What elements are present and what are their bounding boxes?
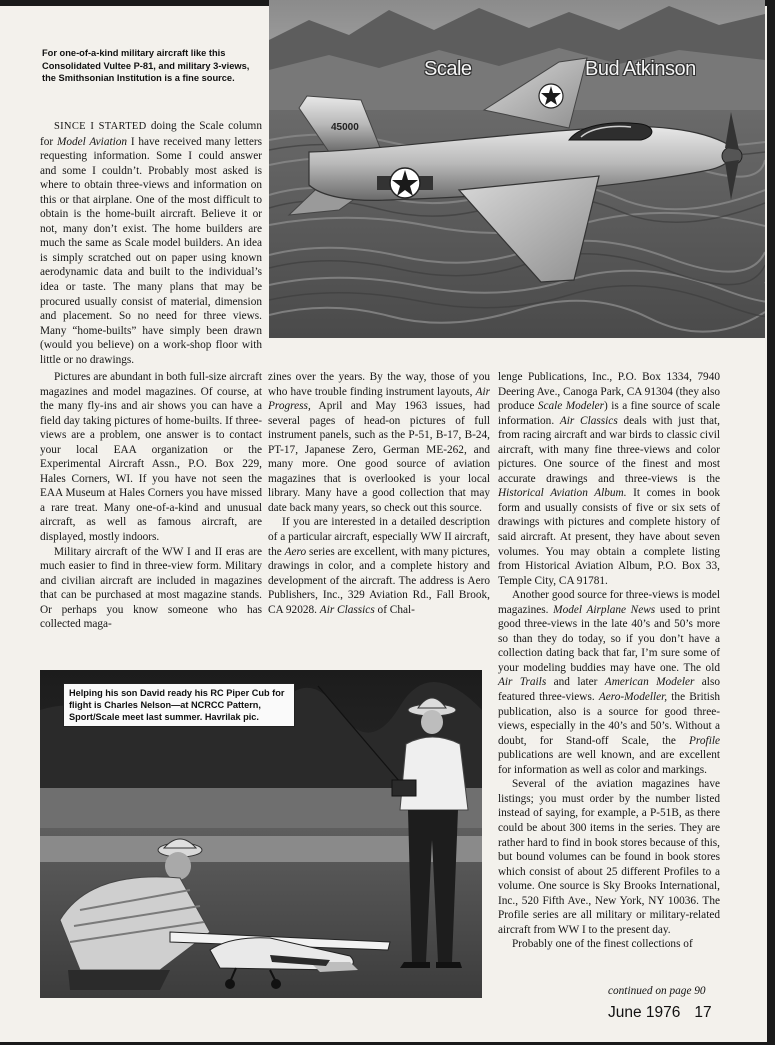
continued-notice: continued on page 90 (608, 985, 706, 997)
paragraph-intro (40, 119, 262, 367)
series-title: Profile (689, 734, 720, 747)
text-run: April and May 1963 issues, had several pages of head-on pictures of full instrument panels, such as the P-51, B-17, B-24, PT-17, Japanese Zero, German ME-262, and many more. One good source of aviation magazines that is overlooked is your local library. Many have a good collection that may date back many years, so check out this source. (268, 400, 490, 514)
text-run: and later (546, 676, 605, 689)
magazine-title: Air Classics (559, 414, 618, 427)
bottom-photo-caption: Helping his son David ready his RC Piper Cub for flight is Charles Nelson—at NCRCC Pattern, Sport/Scale meet last summer. Havrilak pic. (63, 683, 295, 727)
paragraph-listings: Several of the aviation magazines have listings; you must order by the number listed instead of saying, for example, a P-51B, as there could be about 300 items in the series. They are rather hard to find in book stores because of this, but bound volumes can be found in book stores which consist of about 25 different Profiles to a volume. One source is Sky Brooks International, Inc., 520 Fifth Ave., New York, NY 10036. The Profile series are all military or military-related aircraft from WW I to the present day. (498, 778, 720, 936)
magazine-title: Air Classics (319, 603, 375, 616)
text-run: used to print good three-views in the late 40’s and 50’s more so than they do today, so if you don’t have a collection dating back that far, I’m sure some of your modeling buddies may have one. The old (498, 603, 720, 674)
text-run: of Chal- (374, 603, 415, 616)
author-name: Bud Atkinson (585, 58, 696, 80)
page-number: 17 (694, 1004, 712, 1021)
page-border-right (767, 0, 775, 1045)
tail-number: 45000 (331, 122, 359, 133)
text-run: I have received many letters requesting information. Some I could answer and some I couldn’t. Probably most asked is where to obtain three-views and information on this or that airplane. One of the most difficult to obtain is the home-built aircraft. Believe it or not, many don’t exist. The home builders are much the same as Scale model builders. An idea is simply scratched out on paper using known aerodynamic data and built to the individual’s idea or taste. The many plans that may be procured usually consist of material, dimension and placement. So no need for three views. Many “home-builts” have simply been drawn (would you believe) on a work-shop floor with little or no drawings. (40, 135, 262, 366)
text-run: publications are well known, and are excellent for information as well as color and markings. (498, 749, 720, 776)
magazine-title: Scale Modeler (537, 400, 605, 413)
department-title: Scale (424, 58, 472, 80)
paragraph-model-magazines (498, 588, 720, 777)
text-run: series are excellent, with many pictures, drawings in color, and a complete history and development of the aircraft. The address is Aero Publishers, Inc., 329 Aviation Rd., Fall Brook, CA 92028. (268, 545, 491, 616)
magazine-title: Air Progress, (268, 385, 490, 413)
text-run: doing the Scale column for (40, 120, 262, 148)
page-folio (608, 1004, 712, 1022)
paragraph-air-classics (498, 370, 720, 588)
magazine-title: Model Airplane News (553, 603, 656, 616)
article-column-1-upper (40, 119, 262, 367)
top-photo-caption: For one-of-a-kind military aircraft like this Consolidated Vultee P-81, and military 3-views, the Smithsonian Institution is a fine source. (42, 48, 250, 83)
text-run: ) is a fine source of scale information. (498, 400, 720, 427)
article-column-3 (498, 370, 720, 952)
text-run: deals with just that, from racing aircraft and war birds to classic civil aircraft, with many fine three-views and color pictures. One source of the finest and most accurate drawings and three-views is the (498, 414, 720, 485)
paragraph-military: Military aircraft of the WW I and II eras are much easier to find in three-view form. Military and civilian aircraft are included in magazines that can be purchased at most magazine stands. Or perhaps you know someone who has collected maga- (40, 545, 262, 631)
issue-date: June 1976 (608, 1004, 681, 1021)
book-title: Historical Aviation Album. (498, 487, 627, 500)
lead-in: SINCE I STARTED (54, 121, 147, 132)
text-run: also featured three-views. (498, 676, 720, 704)
p81-aircraft-photo (269, 0, 765, 338)
text-run: zines over the years. By the way, those of you who have trouble finding instrument layouts, (268, 371, 490, 398)
article-column-2 (268, 370, 490, 617)
magazine-title: Model Aviation (56, 135, 128, 148)
magazine-title: American Modeler (604, 676, 695, 689)
series-title: Aero (284, 545, 307, 558)
article-column-1-lower (40, 370, 262, 632)
magazine-title: Air Trails (498, 676, 547, 689)
text-run: lenge Publications, Inc., P.O. Box 1334, 7940 Deering Ave., Canoga Park, CA 91304 (they also produce (498, 371, 720, 413)
magazine-title: Aero-Modeller, (598, 691, 668, 704)
paragraph-aero-series (268, 515, 490, 617)
text-run: Another good source for three-views is model magazines. (498, 589, 720, 616)
text-run: the British publication, also is a source for good three-views, especially in the 40’s and 50’s. Without a doubt, for Stand-off Scale, the (498, 691, 720, 747)
paragraph-closing: Probably one of the finest collections of (512, 938, 693, 951)
paragraph-pictures: Pictures are abundant in both full-size aircraft magazines and model magazines. Of course, at the many fly-ins and air shows you can have a field day taking pictures of home-builts. If three-views are a problem, one answer is to contact your local EAA organization or the Experimental Aircraft Assn., P.O. Box 229, Hales Corners, WI. If you have not seen the EAA Museum at Hales Corners you have missed a rare treat. Many one-of-a-kind and unusual aircraft, as well as famous aircraft, are displayed, mostly indoors. (40, 371, 262, 544)
paragraph-magazines (268, 370, 490, 515)
text-run: It comes in book form and usually consists of five or six sets of drawings with pictures and complete history of said aircraft. At present, they have about seven volumes. You may obtain a complete listing from Historical Aviation Album, P.O. Box 33, Temple City, CA 91781. (498, 487, 720, 587)
text-run: If you are interested in a detailed description of a particular aircraft, especially WW II aircraft, the (268, 516, 490, 558)
